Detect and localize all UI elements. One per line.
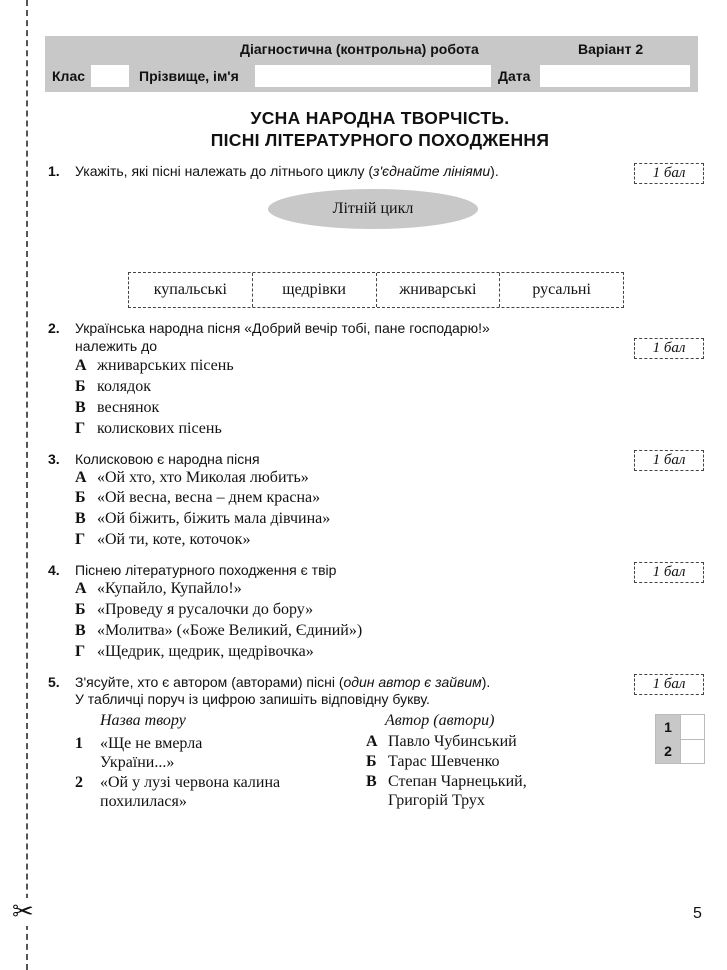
name-field[interactable] [255,65,491,87]
q4-text: Піснею літературного походження є твір [75,562,337,578]
authors-column-header: Автор (автори) [385,712,495,729]
song-option[interactable]: купальські [129,273,253,307]
q3-number: 3. [48,451,60,467]
grid-number-1: 1 [656,715,680,739]
grid-answer-1[interactable] [680,715,704,739]
page-title-line1: УСНА НАРОДНА ТВОРЧІСТЬ. [250,108,510,128]
work-2: 2 «Ой у лузі червона калина похилилася» [75,774,281,810]
song-option[interactable]: русальні [532,281,591,298]
q2-option-d[interactable]: Г колискових пісень [75,420,222,437]
song-option[interactable]: щедрівки [253,273,377,307]
name-label: Прізвище, ім'я [139,68,239,84]
date-field[interactable] [540,65,690,87]
q5-score: 1 бал [634,674,704,695]
q1-number: 1. [48,163,60,179]
class-field[interactable] [91,65,129,87]
q1-score: 1 бал [634,163,704,184]
q1-text: Укажіть, які пісні належать до літнього циклу (з'єднайте лініями). [75,163,499,179]
q2-text-line2: належить до [75,338,158,354]
q3-option-a[interactable]: А «Ой хто, хто Миколая любить» [75,469,309,486]
answer-grid [655,714,705,764]
cut-line [26,0,28,970]
q2-option-a[interactable]: А жниварських пісень [75,357,234,374]
summer-cycle-ellipse[interactable]: Літній цикл [268,189,478,229]
q4-score: 1 бал [634,562,704,583]
q5-text-line2: У табличці поруч із цифрою запишіть відповідну букву. [75,691,430,707]
q2-option-b[interactable]: Б колядок [75,378,152,395]
q3-option-c[interactable]: В «Ой біжить, біжить мала дівчина» [75,510,331,527]
header-bar [45,36,698,92]
works-column-header: Назва твору [100,712,186,729]
q4-option-d[interactable]: Г «Щедрик, щедрик, щедрівочка» [75,643,314,660]
q5-text-line1: З'ясуйте, хто є автором (авторами) пісні (один автор є зайвим). [75,674,491,690]
q4-option-c[interactable]: В «Молитва» («Боже Великий, Єдиний») [75,622,363,639]
page-number: 5 [693,905,702,922]
q3-text: Колисковою є народна пісня [75,451,260,467]
q2-number: 2. [48,320,60,336]
page-title-line2: ПІСНІ ЛІТЕРАТУРНОГО ПОХОДЖЕННЯ [210,130,550,150]
grid-answer-2[interactable] [680,739,704,763]
q2-score: 1 бал [634,338,704,359]
work-1: 1 «Ще не вмерла України...» [75,735,203,771]
grid-number-2: 2 [656,739,680,763]
header-variant: Варіант 2 [578,41,644,57]
q3-option-d[interactable]: Г «Ой ти, коте, коточок» [75,531,251,548]
author-b: Б Тарас Шевченко [366,753,500,770]
header-title: Діагностична (контрольна) робота [240,41,479,57]
class-label: Клас [52,68,86,84]
q4-number: 4. [48,562,60,578]
q3-score: 1 бал [634,450,704,471]
q4-option-a[interactable]: А «Купайло, Купайло!» [75,580,242,597]
author-c: В Степан Чарнецький, Григорій Трух [366,773,527,809]
q5-number: 5. [48,674,60,690]
q2-text-line1: Українська народна пісня «Добрий вечір тобі, пане господарю!» [75,320,490,336]
q3-option-b[interactable]: Б «Ой весна, весна – днем красна» [75,489,321,506]
q2-option-c[interactable]: В веснянок [75,399,160,416]
date-label: Дата [498,68,531,84]
scissors-icon: ✂ [12,897,34,927]
q4-option-b[interactable]: Б «Проведу я русалочки до бору» [75,601,314,618]
song-option[interactable]: жниварські [377,273,501,307]
songs-table [128,272,624,308]
author-a: А Павло Чубинський [366,733,517,750]
